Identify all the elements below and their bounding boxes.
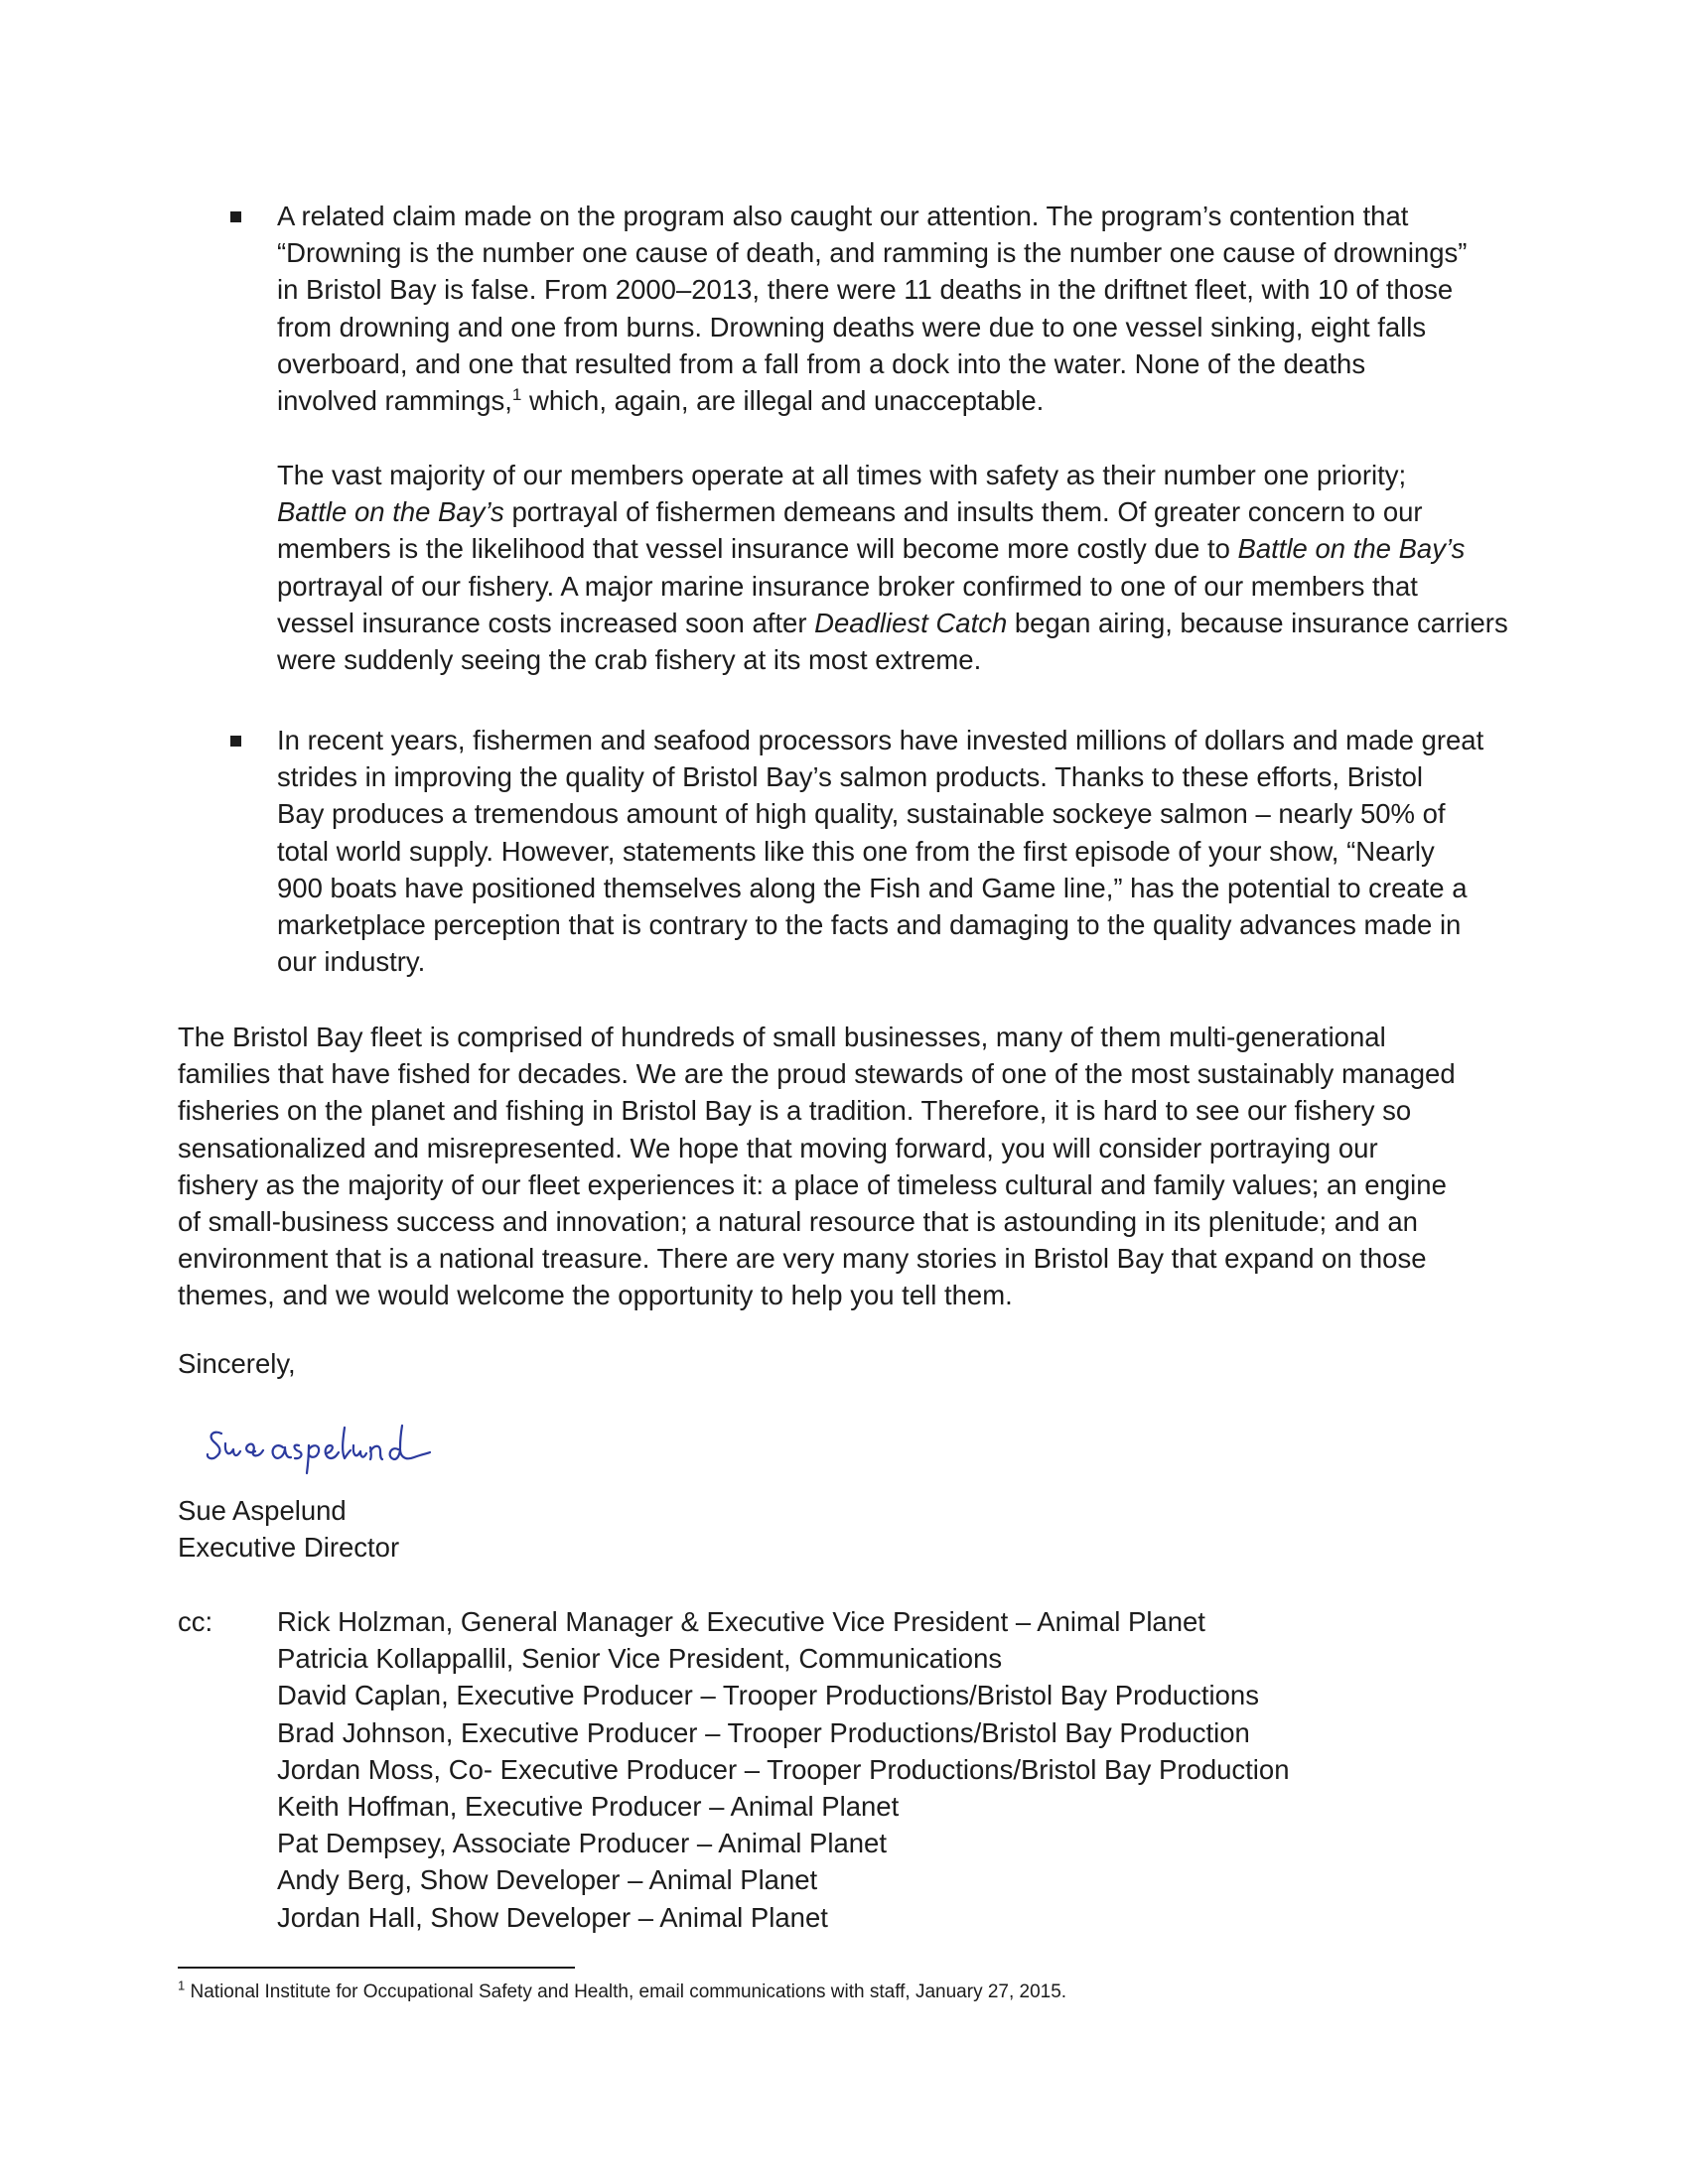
text-line: In recent years, fishermen and seafood processors have invested millions of dollars and made great [277,725,1484,755]
show-title: Deadliest Catch [814,607,1008,638]
text-line: strides in improving the quality of Bristol Bay’s salmon products. Thanks to these efforts, Bristol [277,761,1424,793]
text-line: in Bristol Bay is false. From 2000–2013, there were 11 deaths in the driftnet fleet, with 10 of those [277,274,1454,306]
text-line [277,493,1508,530]
footnote-divider [178,1967,575,1969]
text-line: “Drowning is the number one cause of death, and ramming is the number one cause of drownings” [277,237,1468,269]
cc-recipient: Pat Dempsey, Associate Producer – Animal Planet [277,1828,887,1859]
cc-recipient: Keith Hoffman, Executive Producer – Animal Planet [277,1791,900,1823]
cc-recipient: David Caplan, Executive Producer – Trooper Productions/Bristol Bay Productions [277,1680,1259,1711]
handwritten-signature [204,1418,432,1477]
text-fragment: vessel insurance costs increased soon after [277,607,815,638]
text-line: sensationalized and misrepresented. We hope that moving forward, you will consider portraying our [178,1132,1378,1163]
text-line: The vast majority of our members operate at all times with safety as their number one priority; [277,460,1407,490]
text-line: were suddenly seeing the crab fishery at its most extreme. [277,644,982,676]
cc-label: cc: [178,1606,213,1637]
cc-recipient: Andy Berg, Show Developer – Animal Planet [277,1864,818,1896]
text-line: fisheries on the planet and fishing in Bristol Bay is a tradition. Therefore, it is hard to see our fishery so [178,1095,1412,1127]
footnote-number: 1 [178,1978,186,1993]
show-title: Battle on the Bay’s [277,496,504,528]
cc-recipient: Patricia Kollappallil, Senior Vice President, Communications [277,1643,1003,1675]
bullet-marker [230,211,241,222]
signer-name: Sue Aspelund [178,1495,347,1526]
text-line: our industry. [277,946,426,978]
text-fragment: involved rammings, [277,385,512,417]
text-line: overboard, and one that resulted from a fall from a dock into the water. None of the deaths [277,347,1366,379]
text-line: of small-business success and innovation; a natural resource that is astounding in its plenitude; and an [178,1206,1418,1238]
text-line [277,382,1508,419]
text-line: themes, and we would welcome the opportunity to help you tell them. [178,1280,1013,1311]
footnote [178,1980,1066,2004]
signer-block [178,1492,399,1566]
bullet-paragraph-ramming [277,198,1508,419]
text-line: from drowning and one from burns. Drowning deaths were due to one vessel sinking, eight falls [277,311,1427,342]
text-line: environment that is a national treasure. There are very many stories in Bristol Bay that expand on those [178,1243,1427,1275]
fleet-paragraph [178,1019,1508,1314]
text-fragment: which, again, are illegal and unacceptable. [521,385,1045,417]
text-line: families that have fished for decades. We are the proud stewards of one of the most sustainably managed [178,1058,1456,1090]
cc-recipient: Jordan Moss, Co- Executive Producer – Trooper Productions/Bristol Bay Production [277,1753,1290,1785]
bullet-paragraph-quality [277,722,1508,980]
text-line: fishery as the majority of our fleet experiences it: a place of timeless cultural and family values; an engine [178,1168,1447,1200]
footnote-text: National Institute for Occupational Safety and Health, email communications with staff, January 27, 2015. [190,1981,1067,2002]
text-line [277,605,1508,641]
text-line: 900 boats have positioned themselves along the Fish and Game line,” has the potential to create a [277,872,1468,903]
cc-recipient: Brad Johnson, Executive Producer – Trooper Productions/Bristol Bay Production [277,1716,1250,1748]
footnote-reference: 1 [511,384,522,404]
text-fragment: portrayal of fishermen demeans and insults them. Of greater concern to our [503,496,1423,528]
signer-title: Executive Director [178,1532,400,1564]
closing: Sincerely, [178,1348,296,1379]
text-line: A related claim made on the program also caught our attention. The program’s contention that [277,201,1409,231]
cc-recipient: Jordan Hall, Show Developer – Animal Planet [277,1901,828,1933]
show-title: Battle on the Bay’s [1237,533,1466,565]
text-line: total world supply. However, statements like this one from the first episode of your show, “Nearly [277,835,1435,867]
text-fragment: began airing, because insurance carriers [1007,607,1508,638]
insurance-paragraph [277,457,1508,678]
text-line: marketplace perception that is contrary to the facts and damaging to the quality advances made in [277,909,1462,941]
text-line: Bay produces a tremendous amount of high quality, sustainable sockeye salmon – nearly 50% of [277,798,1446,830]
text-line: The Bristol Bay fleet is comprised of hundreds of small businesses, many of them multi-generational [178,1022,1386,1052]
text-line: portrayal of our fishery. A major marine insurance broker confirmed to one of our members that [277,570,1418,602]
bullet-marker [230,736,241,747]
text-fragment: members is the likelihood that vessel insurance will become more costly due to [277,533,1238,565]
cc-list [277,1603,1290,1936]
cc-recipient: Rick Holzman, General Manager & Executive Vice President – Animal Planet [277,1606,1205,1637]
text-line [277,530,1508,567]
